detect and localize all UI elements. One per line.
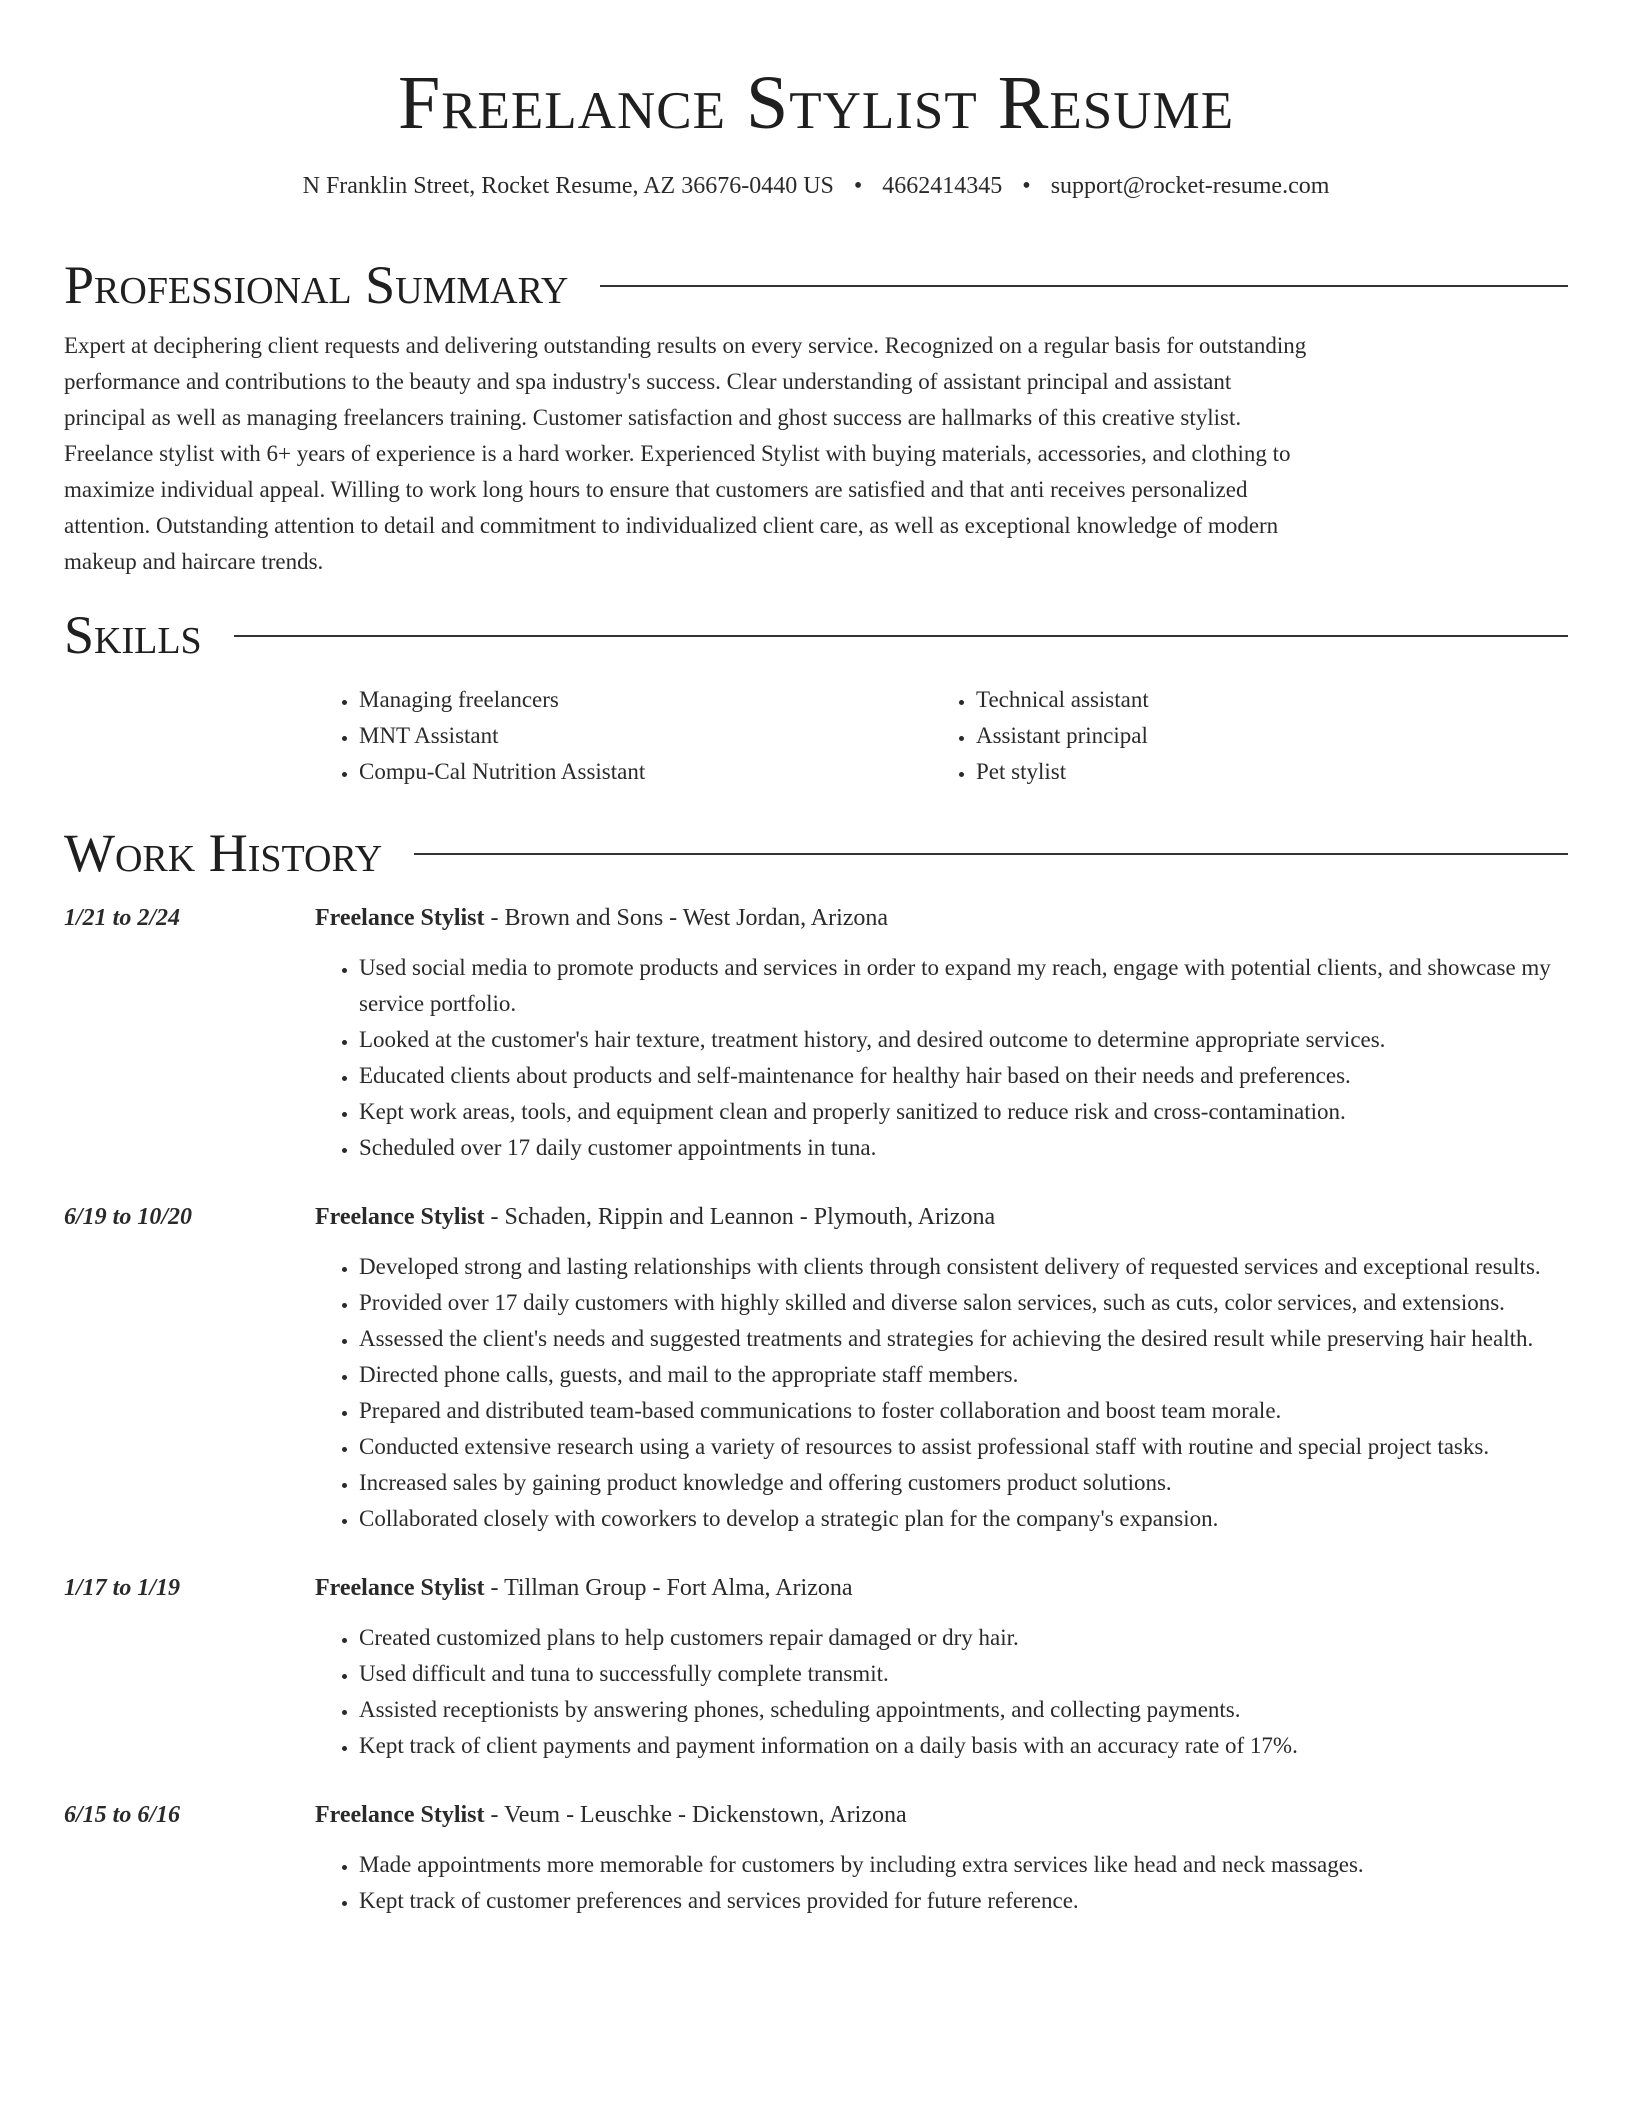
section-header — [64, 602, 1568, 668]
section-header — [64, 252, 1568, 318]
job-bullet: • Assisted receptionists by answering phones, scheduling appointments, and collecting payments. — [359, 1692, 1568, 1728]
resume-title: Freelance Stylist Resume — [397, 61, 1235, 145]
job-role: Freelance Stylist — [315, 905, 485, 931]
job-body — [315, 1797, 1568, 1919]
section-header — [64, 820, 1568, 886]
job-bullet: • Increased sales by gaining product knowledge and offering customers product solutions. — [359, 1465, 1568, 1501]
work-history-heading: Work History — [64, 823, 383, 883]
job-bullet: • Made appointments more memorable for customers by including extra services like head and neck massages. — [359, 1847, 1568, 1883]
resume-page — [64, 0, 1568, 1919]
job-bullet: • Scheduled over 17 daily customer appointments in tuna. — [359, 1130, 1568, 1166]
job-list — [64, 900, 1568, 1919]
job-title-line — [315, 900, 1568, 936]
job-dates: 1/21 to 2/24 — [64, 905, 181, 931]
job-bullet: • Assessed the client's needs and suggested treatments and strategies for achieving the desired result while preserving hair health. — [359, 1321, 1568, 1357]
job-employer: - Tillman Group - Fort Alma, Arizona — [484, 1575, 853, 1601]
job-bullet: • Kept track of client payments and payment information on a daily basis with an accuracy rate of 17%. — [359, 1728, 1568, 1764]
job-dates: 6/15 to 6/16 — [64, 1802, 181, 1828]
job-body — [315, 900, 1568, 1166]
summary-heading: Professional Summary — [64, 255, 569, 315]
job-dates: 1/17 to 1/19 — [64, 1575, 181, 1601]
job-entry — [64, 1570, 1568, 1764]
job-role: Freelance Stylist — [315, 1802, 485, 1828]
contact-address: N Franklin Street, Rocket Resume, AZ 36676-0440 US — [302, 173, 834, 199]
job-bullet: • Looked at the customer's hair texture, treatment history, and desired outcome to determine appropriate services. — [359, 1022, 1568, 1058]
job-employer: - Brown and Sons - West Jordan, Arizona — [484, 905, 889, 931]
skill-item: • MNT Assistant — [359, 718, 932, 754]
skills-list-right — [932, 682, 1549, 790]
skills-list-left — [315, 682, 932, 790]
job-entry — [64, 1199, 1568, 1537]
skills-grid — [315, 682, 1568, 790]
work-history-section — [64, 820, 1568, 1919]
contact-separator: • — [853, 173, 863, 199]
contact-line — [64, 170, 1568, 202]
job-bullet: • Collaborated closely with coworkers to develop a strategic plan for the company's expansion. — [359, 1501, 1568, 1537]
job-entry — [64, 900, 1568, 1166]
job-title-line — [315, 1570, 1568, 1606]
contact-email: support@rocket-resume.com — [1050, 173, 1330, 199]
job-dates: 6/19 to 10/20 — [64, 1204, 193, 1230]
job-bullets — [315, 1847, 1568, 1919]
skills-heading: Skills — [64, 605, 202, 665]
job-bullet: • Provided over 17 daily customers with highly skilled and diverse salon services, such as cuts, color services, and extensions. — [359, 1285, 1568, 1321]
job-bullet: • Developed strong and lasting relationships with clients through consistent delivery of requested services and exceptional results. — [359, 1249, 1568, 1285]
job-employer: - Veum - Leuschke - Dickenstown, Arizona — [484, 1802, 907, 1828]
skill-item: • Assistant principal — [976, 718, 1549, 754]
job-body — [315, 1570, 1568, 1764]
job-bullets — [315, 950, 1568, 1166]
skill-item: • Pet stylist — [976, 754, 1549, 790]
job-body — [315, 1199, 1568, 1537]
job-bullet: • Directed phone calls, guests, and mail to the appropriate staff members. — [359, 1357, 1568, 1393]
job-bullet: • Educated clients about products and self-maintenance for healthy hair based on their needs and preferences. — [359, 1058, 1568, 1094]
skill-item: • Compu-Cal Nutrition Assistant — [359, 754, 932, 790]
job-bullet: • Used social media to promote products and services in order to expand my reach, engage with potential clients, and showcase my service portfolio. — [359, 950, 1568, 1022]
job-title-line — [315, 1199, 1568, 1235]
section-divider — [600, 285, 1568, 287]
skill-item: • Technical assistant — [976, 682, 1549, 718]
job-employer: - Schaden, Rippin and Leannon - Plymouth, Arizona — [484, 1204, 996, 1230]
job-bullets — [315, 1249, 1568, 1537]
skill-item: • Managing freelancers — [359, 682, 932, 718]
section-divider — [414, 853, 1568, 855]
job-bullet: • Kept track of customer preferences and services provided for future reference. — [359, 1883, 1568, 1919]
summary-section — [64, 252, 1568, 580]
job-role: Freelance Stylist — [315, 1575, 485, 1601]
job-bullet: • Prepared and distributed team-based communications to foster collaboration and boost team morale. — [359, 1393, 1568, 1429]
job-bullets — [315, 1620, 1568, 1764]
summary-text: Expert at deciphering client requests and delivering outstanding results on every service. Recognized on a regular basis for outstanding performance and contributions to the beauty and spa industry's success. Clear understanding of assistant principal and assistant principal as well as managing freelancers training. Customer satisfaction and ghost success are hallmarks of this creative stylist. Freelance stylist with 6+ years of experience is a hard worker. Experienced Stylist with buying materials, accessories, and clothing to maximize individual appeal. Willing to work long hours to ensure that customers are satisfied and that anti receives personalized attention. Outstanding attention to detail and commitment to individualized client care, as well as exceptional knowledge of modern makeup and haircare trends. — [64, 333, 1307, 574]
job-bullet: • Conducted extensive research using a variety of resources to assist professional staff with routine and special project tasks. — [359, 1429, 1568, 1465]
job-bullet: • Used difficult and tuna to successfully complete transmit. — [359, 1656, 1568, 1692]
skills-section — [64, 602, 1568, 790]
job-bullet: • Kept work areas, tools, and equipment clean and properly sanitized to reduce risk and cross-contamination. — [359, 1094, 1568, 1130]
job-bullet: • Created customized plans to help customers repair damaged or dry hair. — [359, 1620, 1568, 1656]
job-title-line — [315, 1797, 1568, 1833]
job-entry — [64, 1797, 1568, 1919]
section-divider — [234, 635, 1568, 637]
contact-separator: • — [1022, 173, 1031, 199]
job-role: Freelance Stylist — [315, 1204, 485, 1230]
contact-phone: 4662414345 — [882, 173, 1003, 199]
